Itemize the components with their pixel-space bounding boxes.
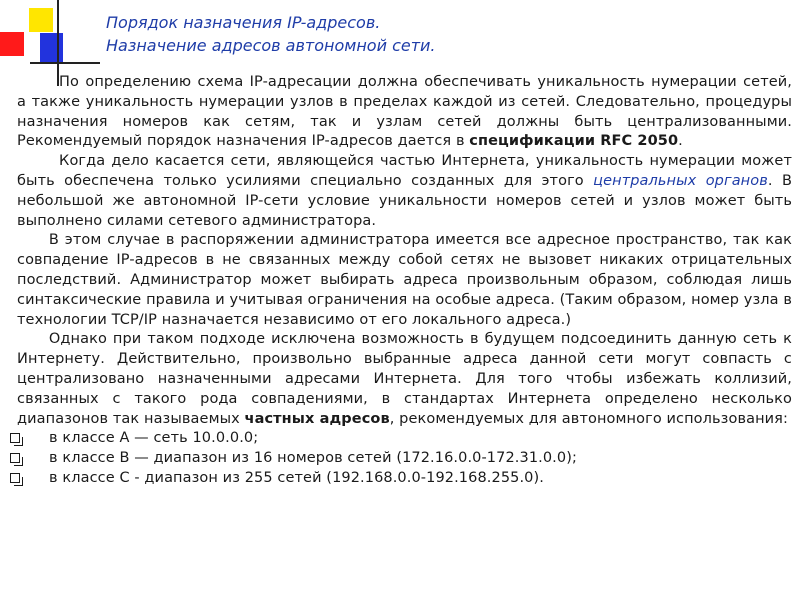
central-organs-term: центральных органов [593,172,768,189]
paragraph-1 [17,73,792,152]
list-item-text: в классе В — диапазон из 16 номеров сетей (172.16.0.0-172.31.0.0); [49,450,577,467]
paragraph-4-end: , рекомендуемых для автономного использования: [389,410,788,427]
paragraph-3-text: В этом случае в распоряжении администратора имеется все адресное пространство, так как совпадение IP-адресов в не связанных между собой сетях не вызовет никаких отрицательных последствий. Администратор может выбирать адреса произвольным образом, соблюдая лишь синтаксические правила и учитывая ограничения на особые адреса. (Таким образом, номер узла в технологии TCP/IP назначается независимо от его локального адреса.) [17,232,792,328]
decorative-blue-square [40,33,63,64]
checkbox-bullet-icon [10,433,20,443]
list-item [17,449,792,469]
list-item-text: в классе С - диапазон из 255 сетей (192.168.0.0-192.168.255.0). [49,469,544,486]
paragraph-4 [17,330,792,429]
paragraph-2-end: . В небольшой же автономной IP-сети условие уникальности номеров сетей и узлов может быть выполнено силами сетевого администратора. [17,172,792,229]
checkbox-bullet-icon [10,473,20,483]
rfc-reference: спецификации RFC 2050 [469,133,679,150]
private-address-list [17,429,792,488]
paragraph-4-text: Однако при таком подходе исключена возможность в будущем подсоединить данную сеть к Интернету. Действительно, произвольно выбранные адреса данной сети могут совпасть с централизовано назначенными адресами Интернета. Для того чтобы избежать коллизий, связанных с такого рода совпадениями, в стандартах Интернета определено несколько диапазонов так называемых [17,331,792,427]
checkbox-bullet-icon [10,453,20,463]
decorative-red-square [0,32,24,56]
paragraph-1-end: . [678,133,683,150]
paragraph-2 [17,152,792,231]
paragraph-2-text: Когда дело касается сети, являющейся частью Интернета, уникальность нумерации может быть обеспечена только усилиями специально созданных для этого [17,153,792,189]
list-item [17,469,792,489]
title-line-2: Назначение адресов автономной сети. [106,36,436,55]
decorative-horizontal-line [30,62,100,64]
slide-title [106,11,436,57]
slide-body [17,73,792,489]
paragraph-3 [17,231,792,330]
list-item-text: в классе А — сеть 10.0.0.0; [49,430,259,447]
private-addresses-term: частных адресов [244,410,390,427]
decorative-yellow-square [29,8,53,32]
title-line-1: Порядок назначения IP-адресов. [106,13,381,32]
paragraph-1-text: По определению схема IP-адресации должна обеспечивать уникальность нумерации сетей, а также уникальность нумерации узлов в пределах каждой из сетей. Следовательно, процедуры назначения номеров как сетям, так и узлам сетей должны быть централизованными. Рекомендуемый порядок назначения IP-адресов дается в [17,74,792,150]
list-item [17,429,792,449]
